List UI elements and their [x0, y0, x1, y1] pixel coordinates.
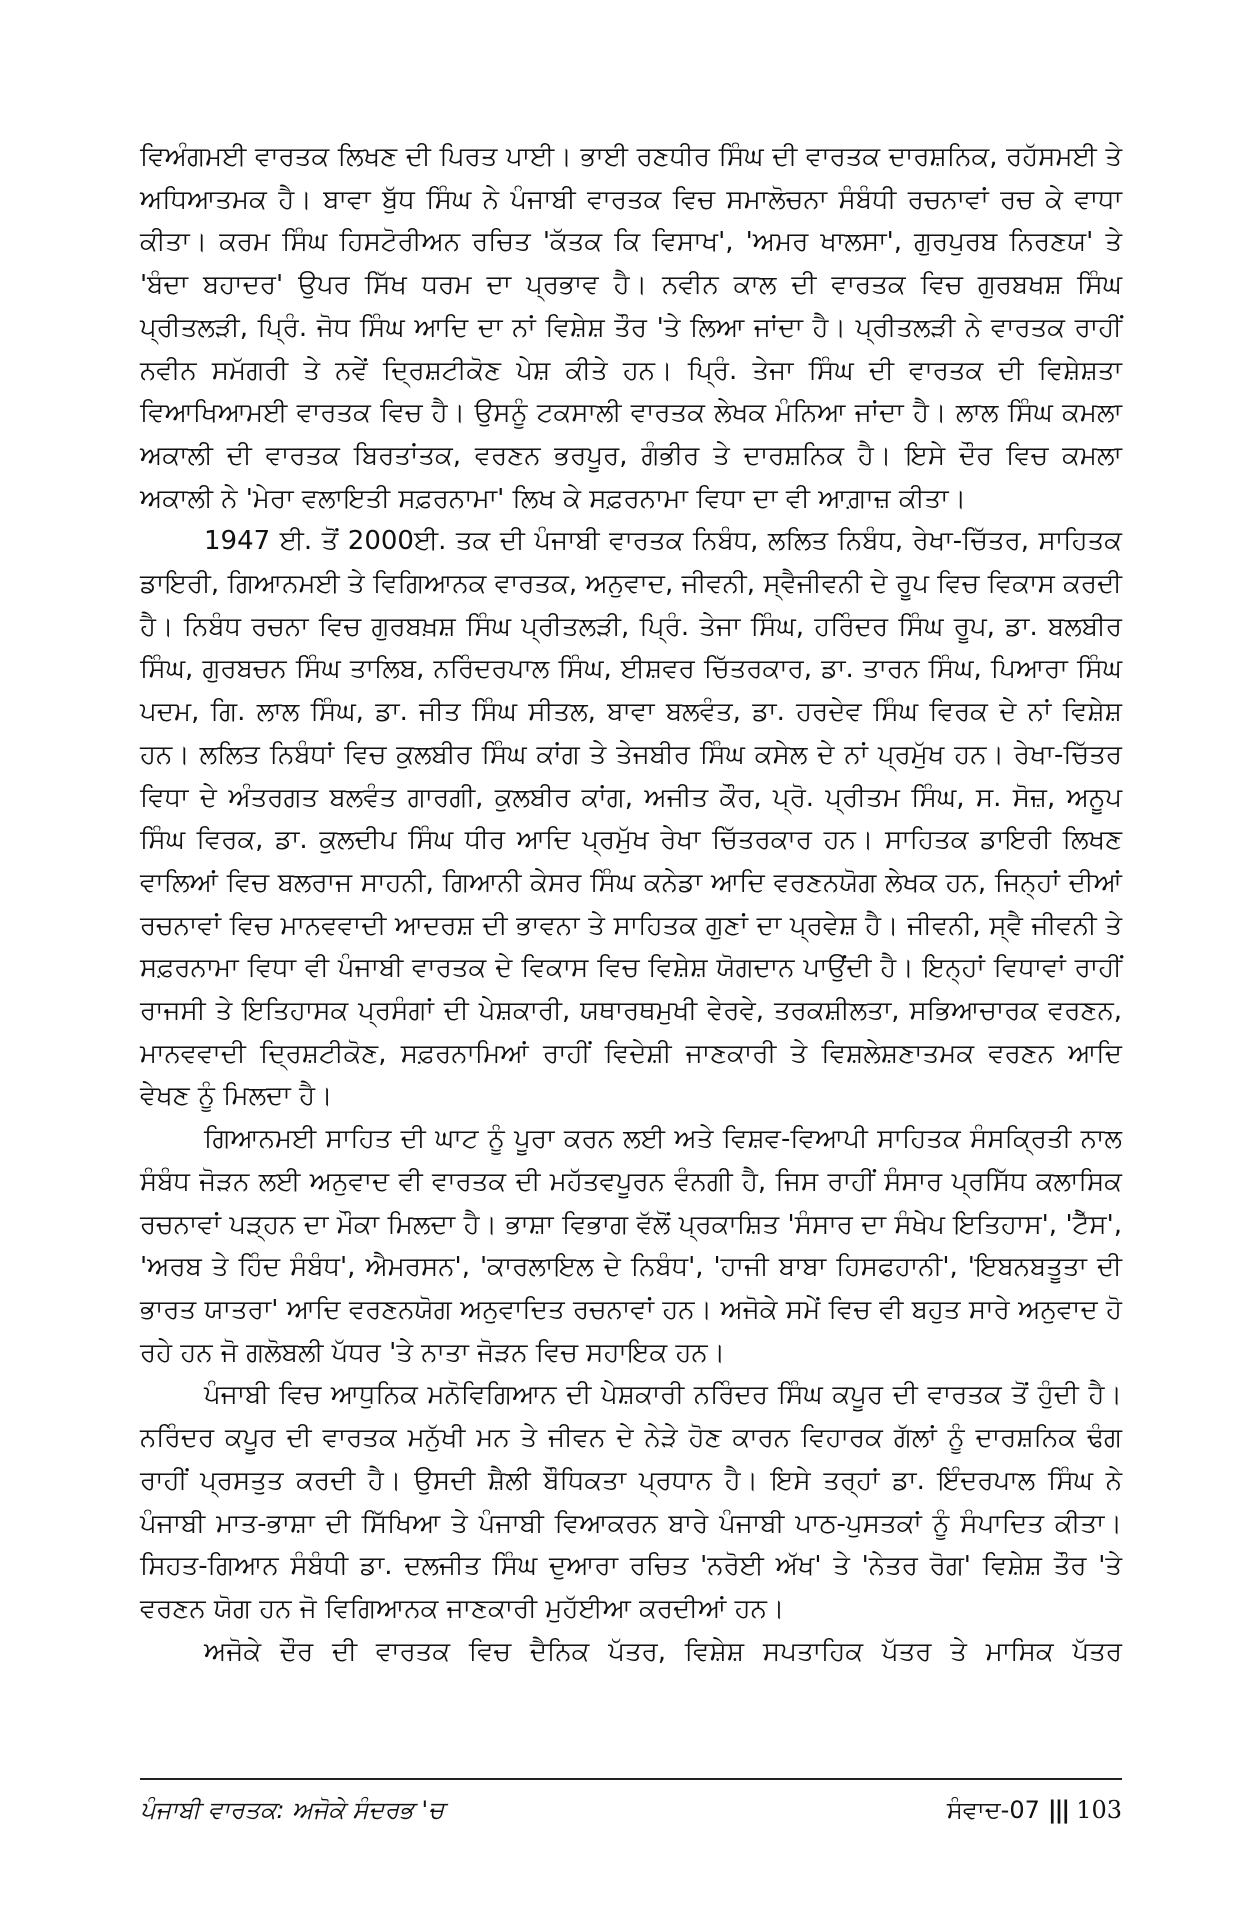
- page-footer: [140, 1790, 1122, 1830]
- separator-bars: |||: [1047, 1796, 1069, 1824]
- paragraph-contemporary: ਅਜੋਕੇ ਦੌਰ ਦੀ ਵਾਰਤਕ ਵਿਚ ਦੈਨਿਕ ਪੱਤਰ, ਵਿਸ਼ੇਸ਼ ਸਪਤਾਹਿਕ ਪੱਤਰ ਤੇ ਮਾਸਿਕ ਪੱਤਰ: [204, 1636, 1122, 1667]
- paragraph-1947-2000: 1947 ਈ. ਤੋਂ 2000ਈ. ਤਕ ਦੀ ਪੰਜਾਬੀ ਵਾਰਤਕ ਨਿਬੰਧ, ਲਲਿਤ ਨਿਬੰਧ, ਰੇਖਾ-ਚਿੱਤਰ, ਸਾਹਿਤਕ ਡਾਇਰੀ, ਗਿਆਨਮਈ ਤੇ ਵਿਗਿਆਨਕ ਵਾਰਤਕ, ਅਨੁਵਾਦ, ਜੀਵਨੀ, ਸ੍ਵੈਜੀਵਨੀ ਦੇ ਰੂਪ ਵਿਚ ਵਿਕਾਸ ਕਰਦੀ ਹੈ। ਨਿਬੰਧ ਰਚਨਾ ਵਿਚ ਗੁਰਬਖ਼ਸ਼ ਸਿੰਘ ਪ੍ਰੀਤਲੜੀ, ਪ੍ਰਿੰ. ਤੇਜਾ ਸਿੰਘ, ਹਰਿੰਦਰ ਸਿੰਘ ਰੂਪ, ਡਾ. ਬਲਬੀਰ ਸਿੰਘ, ਗੁਰਬਚਨ ਸਿੰਘ ਤਾਲਿਬ, ਨਰਿੰਦਰਪਾਲ ਸਿੰਘ, ਈਸ਼ਵਰ ਚਿੱਤਰਕਾਰ, ਡਾ. ਤਾਰਨ ਸਿੰਘ, ਪਿਆਰਾ ਸਿੰਘ ਪਦਮ, ਗਿ. ਲਾਲ ਸਿੰਘ, ਡਾ. ਜੀਤ ਸਿੰਘ ਸੀਤਲ, ਬਾਵਾ ਬਲਵੰਤ, ਡਾ. ਹਰਦੇਵ ਸਿੰਘ ਵਿਰਕ ਦੇ ਨਾਂ ਵਿਸ਼ੇਸ਼ ਹਨ। ਲਲਿਤ ਨਿਬੰਧਾਂ ਵਿਚ ਕੁਲਬੀਰ ਸਿੰਘ ਕਾਂਗ ਤੇ ਤੇਜਬੀਰ ਸਿੰਘ ਕਸੇਲ ਦੇ ਨਾਂ ਪ੍ਰਮੁੱਖ ਹਨ। ਰੇਖਾ-ਚਿੱਤਰ ਵਿਧਾ ਦੇ ਅੰਤਰਗਤ ਬਲਵੰਤ ਗਾਰਗੀ, ਕੁਲਬੀਰ ਕਾਂਗ, ਅਜੀਤ ਕੌਰ, ਪ੍ਰੋ. ਪ੍ਰੀਤਮ ਸਿੰਘ, ਸ. ਸੋਜ਼, ਅਨੂਪ ਸਿੰਘ ਵਿਰਕ, ਡਾ. ਕੁਲਦੀਪ ਸਿੰਘ ਧੀਰ ਆਦਿ ਪ੍ਰਮੁੱਖ ਰੇਖਾ ਚਿੱਤਰਕਾਰ ਹਨ। ਸਾਹਿਤਕ ਡਾਇਰੀ ਲਿਖਣ ਵਾਲਿਆਂ ਵਿਚ ਬਲਰਾਜ ਸਾਹਨੀ, ਗਿਆਨੀ ਕੇਸਰ ਸਿੰਘ ਕਨੇਡਾ ਆਦਿ ਵਰਣਨਯੋਗ ਲੇਖਕ ਹਨ, ਜਿਨ੍ਹਾਂ ਦੀਆਂ ਰਚਨਾਵਾਂ ਵਿਚ ਮਾਨਵਵਾਦੀ ਆਦਰਸ਼ ਦੀ ਭਾਵਨਾ ਤੇ ਸਾਹਿਤਕ ਗੁਣਾਂ ਦਾ ਪ੍ਰਵੇਸ਼ ਹੈ। ਜੀਵਨੀ, ਸ੍ਵੈ ਜੀਵਨੀ ਤੇ ਸਫ਼ਰਨਾਮਾ ਵਿਧਾ ਵੀ ਪੰਜਾਬੀ ਵਾਰਤਕ ਦੇ ਵਿਕਾਸ ਵਿਚ ਵਿਸ਼ੇਸ਼ ਯੋਗਦਾਨ ਪਾਉਂਦੀ ਹੈ। ਇਨ੍ਹਾਂ ਵਿਧਾਵਾਂ ਰਾਹੀਂ ਰਾਜਸੀ ਤੇ ਇਤਿਹਾਸਕ ਪ੍ਰਸੰਗਾਂ ਦੀ ਪੇਸ਼ਕਾਰੀ, ਯਥਾਰਥਮੁਖੀ ਵੇਰਵੇ, ਤਰਕਸ਼ੀਲਤਾ, ਸਭਿਆਚਾਰਕ ਵਰਣਨ, ਮਾਨਵਵਾਦੀ ਦ੍ਰਿਸ਼ਟੀਕੋਣ, ਸਫ਼ਰਨਾਮਿਆਂ ਰਾਹੀਂ ਵਿਦੇਸ਼ੀ ਜਾਣਕਾਰੀ ਤੇ ਵਿਸ਼ਲੇਸ਼ਣਾਤਮਕ ਵਰਣਨ ਆਦਿ ਵੇਖਣ ਨੂੰ ਮਿਲਦਾ ਹੈ।: [140, 526, 1122, 1112]
- journal-issue: ਸੰਵਾਦ-07: [946, 1796, 1040, 1824]
- footer-divider: [140, 1778, 1122, 1780]
- running-title: ਪੰਜਾਬੀ ਵਾਰਤਕ: ਅਜੋਕੇ ਸੰਦਰਭ 'ਚ: [140, 1796, 445, 1824]
- paragraph-continuation: ਵਿਅੰਗਮਈ ਵਾਰਤਕ ਲਿਖਣ ਦੀ ਪਿਰਤ ਪਾਈ। ਭਾਈ ਰਣਧੀਰ ਸਿੰਘ ਦੀ ਵਾਰਤਕ ਦਾਰਸ਼ਨਿਕ, ਰਹੱਸਮਈ ਤੇ ਅਧਿਆਤਮਕ ਹੈ। ਬਾਵਾ ਬੁੱਧ ਸਿੰਘ ਨੇ ਪੰਜਾਬੀ ਵਾਰਤਕ ਵਿਚ ਸਮਾਲੋਚਨਾ ਸੰਬੰਧੀ ਰਚਨਾਵਾਂ ਰਚ ਕੇ ਵਾਧਾ ਕੀਤਾ। ਕਰਮ ਸਿੰਘ ਹਿਸਟੋਰੀਅਨ ਰਚਿਤ 'ਕੱਤਕ ਕਿ ਵਿਸਾਖ', 'ਅਮਰ ਖਾਲਸਾ', ਗੁਰਪੁਰਬ ਨਿਰਣਯ' ਤੇ 'ਬੰਦਾ ਬਹਾਦਰ' ਉਪਰ ਸਿੱਖ ਧਰਮ ਦਾ ਪ੍ਰਭਾਵ ਹੈ। ਨਵੀਨ ਕਾਲ ਦੀ ਵਾਰਤਕ ਵਿਚ ਗੁਰਬਖਸ਼ ਸਿੰਘ ਪ੍ਰੀਤਲੜੀ, ਪ੍ਰਿੰ. ਜੋਧ ਸਿੰਘ ਆਦਿ ਦਾ ਨਾਂ ਵਿਸ਼ੇਸ਼ ਤੌਰ 'ਤੇ ਲਿਆ ਜਾਂਦਾ ਹੈ। ਪ੍ਰੀਤਲੜੀ ਨੇ ਵਾਰਤਕ ਰਾਹੀਂ ਨਵੀਨ ਸਮੱਗਰੀ ਤੇ ਨਵੇਂ ਦ੍ਰਿਸ਼ਟੀਕੋਣ ਪੇਸ਼ ਕੀਤੇ ਹਨ। ਪ੍ਰਿੰ. ਤੇਜਾ ਸਿੰਘ ਦੀ ਵਾਰਤਕ ਦੀ ਵਿਸ਼ੇਸ਼ਤਾ ਵਿਆਖਿਆਮਈ ਵਾਰਤਕ ਵਿਚ ਹੈ। ਉਸਨੂੰ ਟਕਸਾਲੀ ਵਾਰਤਕ ਲੇਖਕ ਮੰਨਿਆ ਜਾਂਦਾ ਹੈ। ਲਾਲ ਸਿੰਘ ਕਮਲਾ ਅਕਾਲੀ ਦੀ ਵਾਰਤਕ ਬਿਰਤਾਂਤਕ, ਵਰਣਨ ਭਰਪੂਰ, ਗੰਭੀਰ ਤੇ ਦਾਰਸ਼ਨਿਕ ਹੈ। ਇਸੇ ਦੌਰ ਵਿਚ ਕਮਲਾ ਅਕਾਲੀ ਨੇ 'ਮੇਰਾ ਵਲਾਇਤੀ ਸਫ਼ਰਨਾਮਾ' ਲਿਖ ਕੇ ਸਫ਼ਰਨਾਮਾ ਵਿਧਾ ਦਾ ਵੀ ਆਗ਼ਾਜ਼ ਕੀਤਾ।: [140, 142, 1122, 514]
- paragraph-translation: ਗਿਆਨਮਈ ਸਾਹਿਤ ਦੀ ਘਾਟ ਨੂੰ ਪੂਰਾ ਕਰਨ ਲਈ ਅਤੇ ਵਿਸ਼ਵ-ਵਿਆਪੀ ਸਾਹਿਤਕ ਸੰਸਕ੍ਰਿਤੀ ਨਾਲ ਸੰਬੰਧ ਜੋੜਨ ਲਈ ਅਨੁਵਾਦ ਵੀ ਵਾਰਤਕ ਦੀ ਮਹੱਤਵਪੂਰਨ ਵੰਨਗੀ ਹੈ, ਜਿਸ ਰਾਹੀਂ ਸੰਸਾਰ ਪ੍ਰਸਿੱਧ ਕਲਾਸਿਕ ਰਚਨਾਵਾਂ ਪੜ੍ਹਨ ਦਾ ਮੌਕਾ ਮਿਲਦਾ ਹੈ। ਭਾਸ਼ਾ ਵਿਭਾਗ ਵੱਲੋਂ ਪ੍ਰਕਾਸ਼ਿਤ 'ਸੰਸਾਰ ਦਾ ਸੰਖੇਪ ਇਤਿਹਾਸ', 'ਟੈੱਸ', 'ਅਰਬ ਤੇ ਹਿੰਦ ਸੰਬੰਧ', ਐਮਰਸਨ', 'ਕਾਰਲਾਇਲ ਦੇ ਨਿਬੰਧ', 'ਹਾਜੀ ਬਾਬਾ ਹਿਸਫਹਾਨੀ', 'ਇਬਨਬਤੂਤਾ ਦੀ ਭਾਰਤ ਯਾਤਰਾ' ਆਦਿ ਵਰਣਨਯੋਗ ਅਨੁਵਾਦਿਤ ਰਚਨਾਵਾਂ ਹਨ। ਅਜੋਕੇ ਸਮੇਂ ਵਿਚ ਵੀ ਬਹੁਤ ਸਾਰੇ ਅਨੁਵਾਦ ਹੋ ਰਹੇ ਹਨ ਜੋ ਗਲੋਬਲੀ ਪੱਧਰ 'ਤੇ ਨਾਤਾ ਜੋੜਨ ਵਿਚ ਸਹਾਇਕ ਹਨ।: [140, 1124, 1122, 1368]
- page-number: 103: [1076, 1796, 1122, 1824]
- paragraph-psychology: ਪੰਜਾਬੀ ਵਿਚ ਆਧੁਨਿਕ ਮਨੋਵਿਗਿਆਨ ਦੀ ਪੇਸ਼ਕਾਰੀ ਨਰਿੰਦਰ ਸਿੰਘ ਕਪੂਰ ਦੀ ਵਾਰਤਕ ਤੋਂ ਹੁੰਦੀ ਹੈ। ਨਰਿੰਦਰ ਕਪੂਰ ਦੀ ਵਾਰਤਕ ਮਨੁੱਖੀ ਮਨ ਤੇ ਜੀਵਨ ਦੇ ਨੇੜੇ ਹੋਣ ਕਾਰਨ ਵਿਹਾਰਕ ਗੱਲਾਂ ਨੂੰ ਦਾਰਸ਼ਨਿਕ ਢੰਗ ਰਾਹੀਂ ਪ੍ਰਸਤੁਤ ਕਰਦੀ ਹੈ। ਉਸਦੀ ਸ਼ੈਲੀ ਬੌਧਿਕਤਾ ਪ੍ਰਧਾਨ ਹੈ। ਇਸੇ ਤਰ੍ਹਾਂ ਡਾ. ਇੰਦਰਪਾਲ ਸਿੰਘ ਨੇ ਪੰਜਾਬੀ ਮਾਤ-ਭਾਸ਼ਾ ਦੀ ਸਿੱਖਿਆ ਤੇ ਪੰਜਾਬੀ ਵਿਆਕਰਨ ਬਾਰੇ ਪੰਜਾਬੀ ਪਾਠ-ਪੁਸਤਕਾਂ ਨੂੰ ਸੰਪਾਦਿਤ ਕੀਤਾ। ਸਿਹਤ-ਗਿਆਨ ਸੰਬੰਧੀ ਡਾ. ਦਲਜੀਤ ਸਿੰਘ ਦੁਆਰਾ ਰਚਿਤ 'ਨਰੋਈ ਅੱਖ' ਤੇ 'ਨੇਤਰ ਰੋਗ' ਵਿਸ਼ੇਸ਼ ਤੌਰ 'ਤੇ ਵਰਣਨ ਯੋਗ ਹਨ ਜੋ ਵਿਗਿਆਨਕ ਜਾਣਕਾਰੀ ਮੁਹੱਈਆ ਕਰਦੀਆਂ ਹਨ।: [140, 1380, 1122, 1624]
- footer-page-info: [947, 1790, 1122, 1830]
- page-body: [140, 136, 1122, 1673]
